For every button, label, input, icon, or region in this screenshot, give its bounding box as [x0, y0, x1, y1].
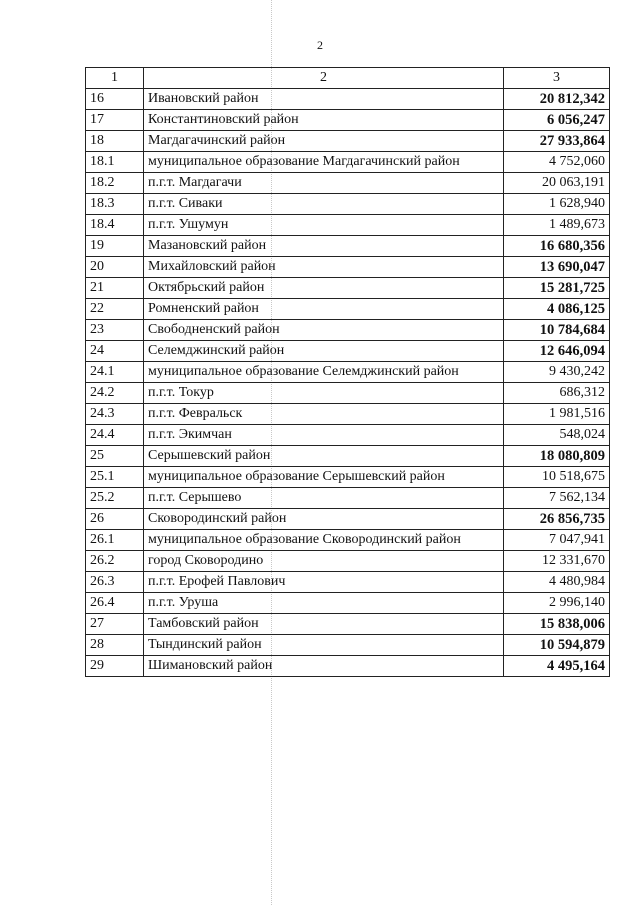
row-name: Сковородинский район	[144, 509, 504, 530]
row-number: 24.3	[86, 404, 144, 425]
table-row	[86, 89, 610, 110]
row-name: муниципальное образование Селемджинский район	[144, 362, 504, 383]
table-row	[86, 593, 610, 614]
table-row	[86, 572, 610, 593]
row-number: 18.1	[86, 152, 144, 173]
row-value: 16 680,356	[504, 236, 610, 257]
row-name: п.г.т. Февральск	[144, 404, 504, 425]
row-number: 24.2	[86, 383, 144, 404]
row-name: Магдагачинский район	[144, 131, 504, 152]
row-number: 18.2	[86, 173, 144, 194]
table-row	[86, 509, 610, 530]
row-number: 25.1	[86, 467, 144, 488]
row-name: п.г.т. Экимчан	[144, 425, 504, 446]
page-number: 2	[317, 38, 323, 52]
row-name: п.г.т. Уруша	[144, 593, 504, 614]
row-value: 13 690,047	[504, 257, 610, 278]
row-value: 27 933,864	[504, 131, 610, 152]
row-number: 28	[86, 635, 144, 656]
table-row	[86, 299, 610, 320]
row-number: 24.1	[86, 362, 144, 383]
table-row	[86, 446, 610, 467]
table-row	[86, 278, 610, 299]
row-name: Тындинский район	[144, 635, 504, 656]
row-name: п.г.т. Токур	[144, 383, 504, 404]
row-name: Мазановский район	[144, 236, 504, 257]
row-value: 7 047,941	[504, 530, 610, 551]
table-row	[86, 152, 610, 173]
row-number: 16	[86, 89, 144, 110]
row-name: Октябрьский район	[144, 278, 504, 299]
row-name: Шимановский район	[144, 656, 504, 677]
table-row	[86, 131, 610, 152]
table-body	[86, 89, 610, 677]
row-value: 20 812,342	[504, 89, 610, 110]
row-number: 25	[86, 446, 144, 467]
row-value: 4 752,060	[504, 152, 610, 173]
table-row	[86, 425, 610, 446]
row-name: муниципальное образование Сковородинский район	[144, 530, 504, 551]
row-number: 18.3	[86, 194, 144, 215]
table-row	[86, 194, 610, 215]
table-row	[86, 635, 610, 656]
table-row	[86, 320, 610, 341]
table-row	[86, 215, 610, 236]
column-header-value: 3	[504, 68, 610, 89]
row-value: 20 063,191	[504, 173, 610, 194]
row-number: 26	[86, 509, 144, 530]
row-number: 20	[86, 257, 144, 278]
table-row	[86, 383, 610, 404]
row-number: 26.3	[86, 572, 144, 593]
row-number: 27	[86, 614, 144, 635]
row-value: 7 562,134	[504, 488, 610, 509]
row-value: 686,312	[504, 383, 610, 404]
row-name: Ивановский район	[144, 89, 504, 110]
row-value: 10 784,684	[504, 320, 610, 341]
row-name: Константиновский район	[144, 110, 504, 131]
table-row	[86, 404, 610, 425]
row-name: Михайловский район	[144, 257, 504, 278]
row-value: 10 594,879	[504, 635, 610, 656]
table-row	[86, 551, 610, 572]
table-row	[86, 236, 610, 257]
row-name: п.г.т. Магдагачи	[144, 173, 504, 194]
row-number: 26.4	[86, 593, 144, 614]
table-row	[86, 341, 610, 362]
row-value: 26 856,735	[504, 509, 610, 530]
row-value: 4 086,125	[504, 299, 610, 320]
row-value: 2 996,140	[504, 593, 610, 614]
row-number: 26.2	[86, 551, 144, 572]
table-header-row	[86, 68, 610, 89]
row-number: 22	[86, 299, 144, 320]
table-row	[86, 656, 610, 677]
row-name: город Сковородино	[144, 551, 504, 572]
row-value: 12 331,670	[504, 551, 610, 572]
row-value: 18 080,809	[504, 446, 610, 467]
row-name: Свободненский район	[144, 320, 504, 341]
row-name: муниципальное образование Магдагачинский район	[144, 152, 504, 173]
row-value: 1 981,516	[504, 404, 610, 425]
row-value: 4 480,984	[504, 572, 610, 593]
row-name: п.г.т. Ушумун	[144, 215, 504, 236]
column-header-name: 2	[144, 68, 504, 89]
row-value: 10 518,675	[504, 467, 610, 488]
row-name: муниципальное образование Серышевский район	[144, 467, 504, 488]
allocation-table	[85, 67, 610, 677]
row-value: 4 495,164	[504, 656, 610, 677]
row-number: 25.2	[86, 488, 144, 509]
row-name: п.г.т. Серышево	[144, 488, 504, 509]
row-value: 6 056,247	[504, 110, 610, 131]
row-value: 15 838,006	[504, 614, 610, 635]
row-number: 26.1	[86, 530, 144, 551]
row-name: Тамбовский район	[144, 614, 504, 635]
row-name: Селемджинский район	[144, 341, 504, 362]
row-number: 18.4	[86, 215, 144, 236]
row-name: п.г.т. Сиваки	[144, 194, 504, 215]
row-name: п.г.т. Ерофей Павлович	[144, 572, 504, 593]
row-number: 17	[86, 110, 144, 131]
row-value: 1 489,673	[504, 215, 610, 236]
row-value: 12 646,094	[504, 341, 610, 362]
row-name: Серышевский район	[144, 446, 504, 467]
row-value: 548,024	[504, 425, 610, 446]
table-row	[86, 467, 610, 488]
row-value: 1 628,940	[504, 194, 610, 215]
row-number: 23	[86, 320, 144, 341]
table-row	[86, 110, 610, 131]
table-row	[86, 488, 610, 509]
row-number: 24.4	[86, 425, 144, 446]
row-number: 18	[86, 131, 144, 152]
table-row	[86, 530, 610, 551]
table-row	[86, 614, 610, 635]
column-header-number: 1	[86, 68, 144, 89]
row-value: 15 281,725	[504, 278, 610, 299]
row-number: 21	[86, 278, 144, 299]
row-number: 19	[86, 236, 144, 257]
row-name: Ромненский район	[144, 299, 504, 320]
table-row	[86, 173, 610, 194]
row-number: 24	[86, 341, 144, 362]
table-row	[86, 362, 610, 383]
table-row	[86, 257, 610, 278]
row-number: 29	[86, 656, 144, 677]
row-value: 9 430,242	[504, 362, 610, 383]
